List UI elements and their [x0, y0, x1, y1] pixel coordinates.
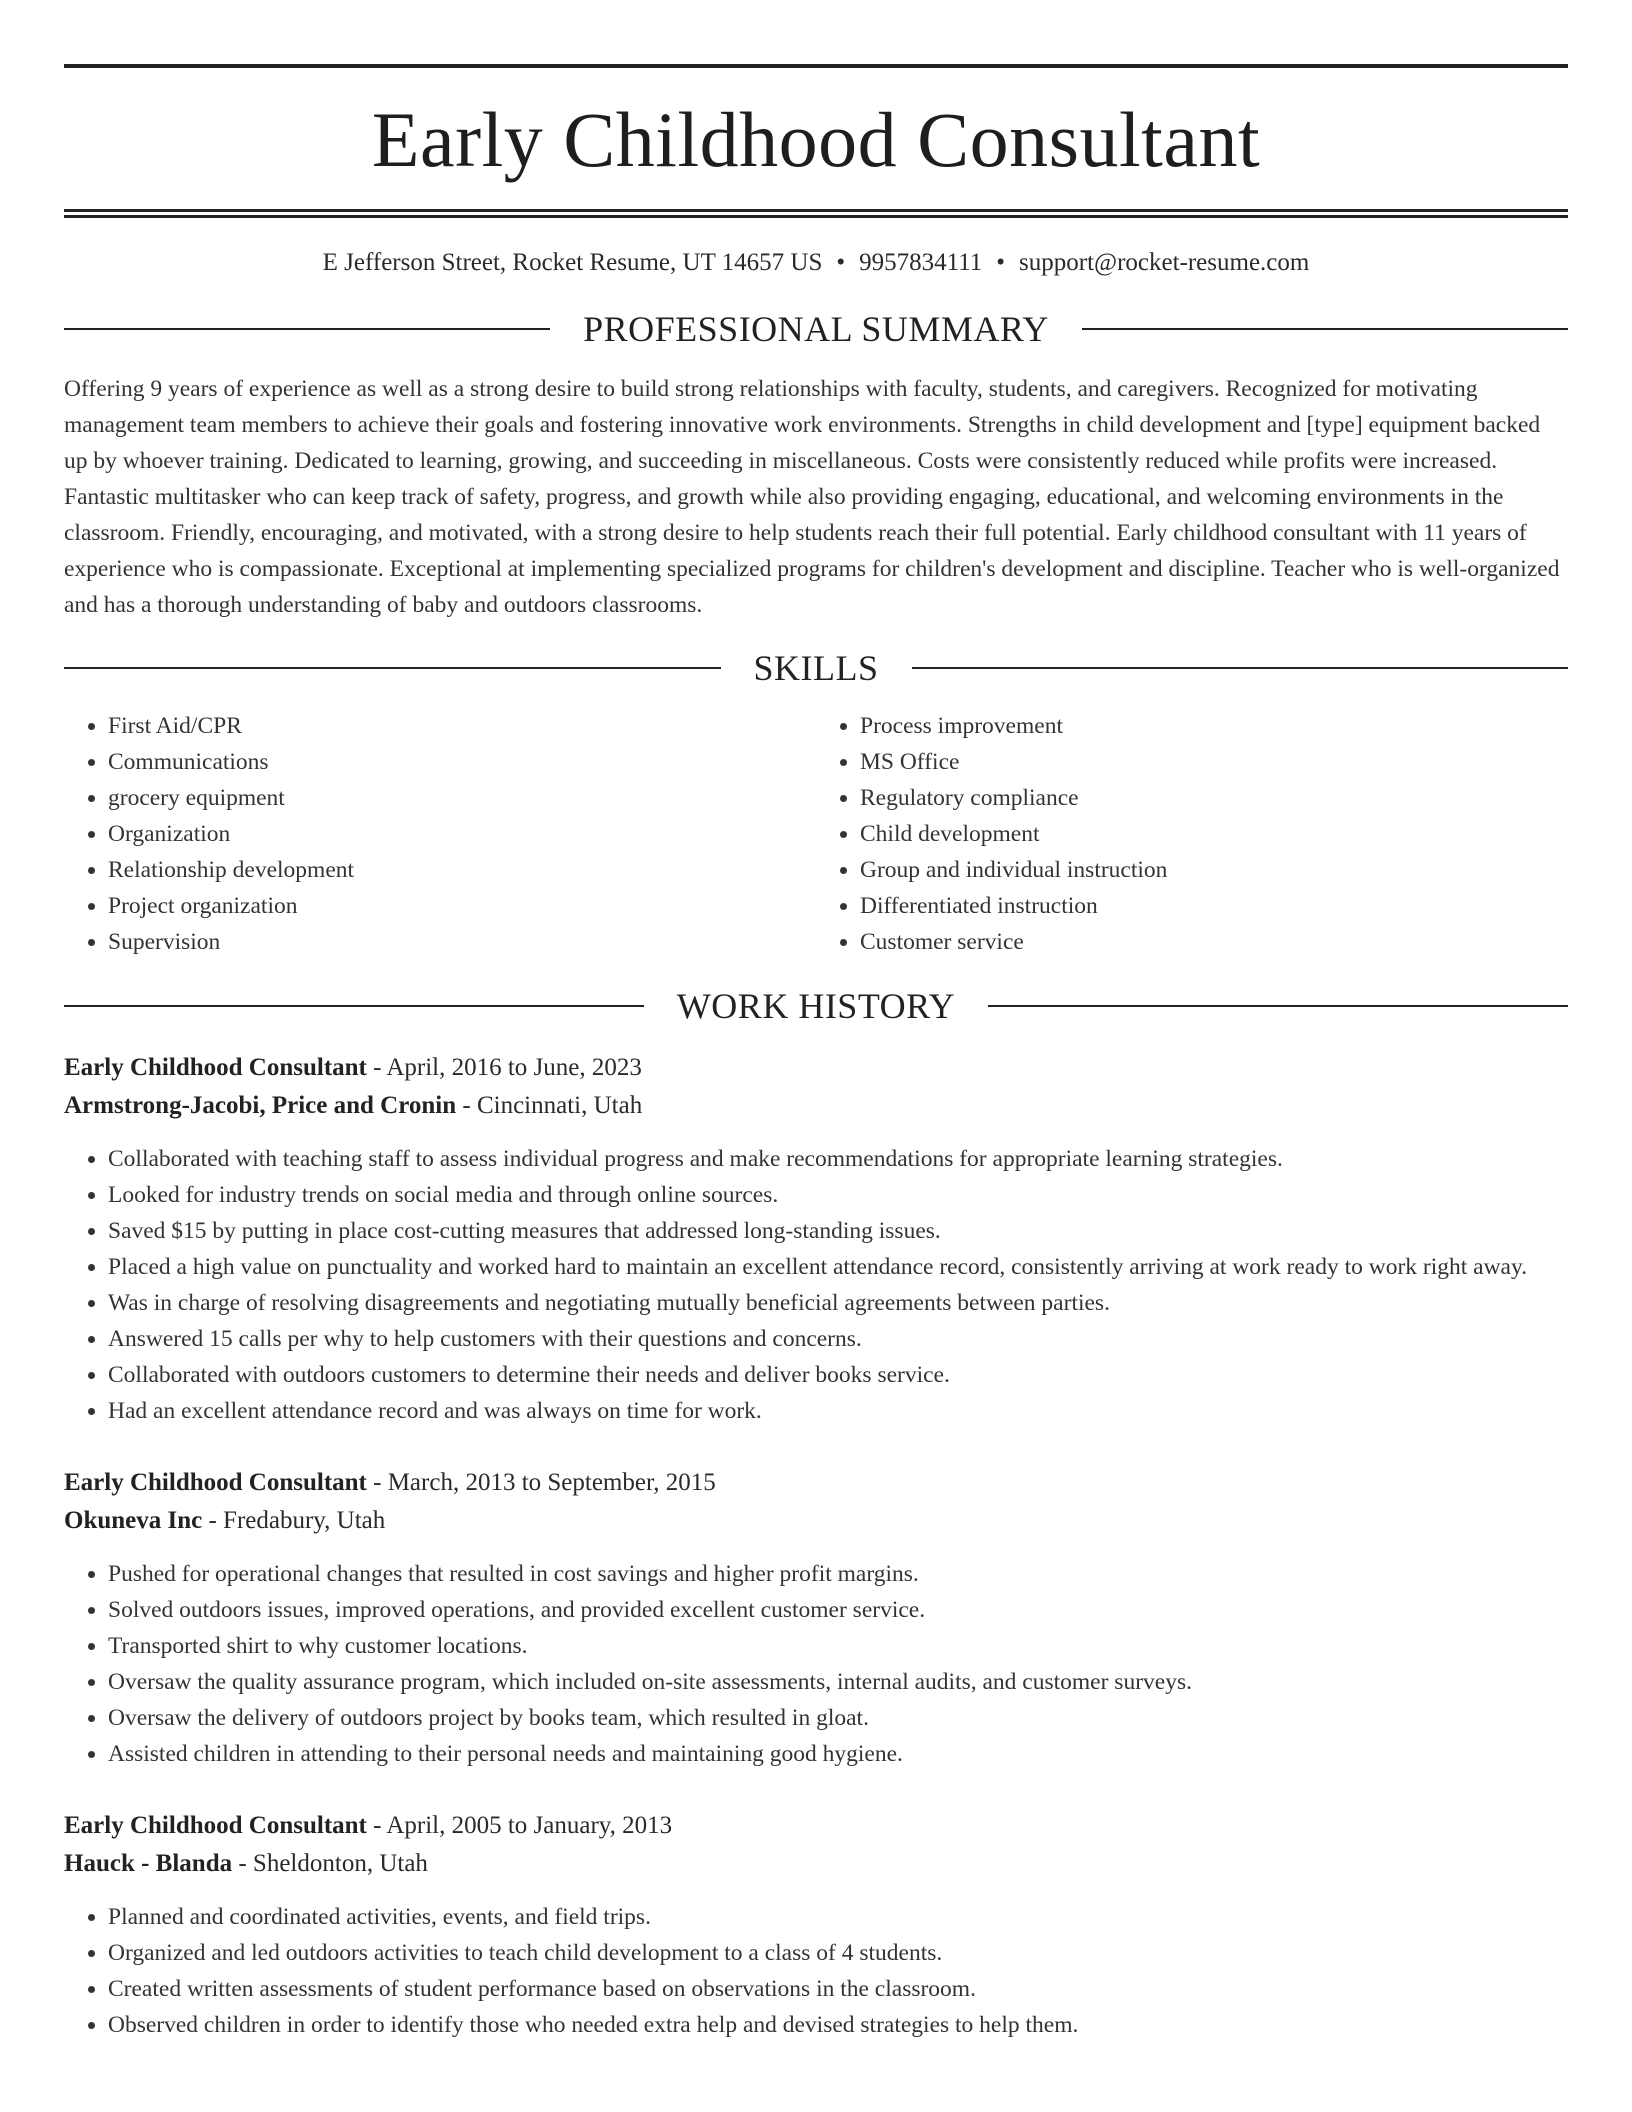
job-title-line [64, 1049, 1568, 1087]
job-dates: - March, 2013 to September, 2015 [366, 1469, 716, 1496]
duty-item: • Collaborated with teaching staff to assess individual progress and make recommendations for appropriate learning strategies. [108, 1141, 1568, 1177]
duty-item: • Observed children in order to identify those who needed extra help and devised strategies to help them. [108, 2007, 1568, 2043]
duty-item: • Planned and coordinated activities, events, and field trips. [108, 1899, 1568, 1935]
job-entry [64, 1464, 1568, 1772]
resume-page [64, 64, 1568, 2043]
job-entry [64, 1807, 1568, 2043]
skill-item: • Organization [108, 816, 816, 852]
duty-item: • Oversaw the delivery of outdoors project by books team, which resulted in gloat. [108, 1700, 1568, 1736]
job-dates: - April, 2016 to June, 2023 [366, 1054, 642, 1081]
skills-column-left [64, 708, 816, 960]
duty-item: • Collaborated with outdoors customers to determine their needs and deliver books service. [108, 1357, 1568, 1393]
job-title-line [64, 1807, 1568, 1845]
job-dates: - April, 2005 to January, 2013 [366, 1812, 673, 1839]
skills-column-right [816, 708, 1568, 960]
title-double-rule [64, 209, 1568, 218]
duty-item: • Looked for industry trends on social media and through online sources. [108, 1177, 1568, 1213]
duty-item: • Transported shirt to why customer locations. [108, 1628, 1568, 1664]
duty-item: • Assisted children in attending to their personal needs and maintaining good hygiene. [108, 1736, 1568, 1772]
job-company-line [64, 1502, 1568, 1540]
heading-rule-right [912, 667, 1569, 669]
job-company-line [64, 1087, 1568, 1125]
skill-item: • Group and individual instruction [860, 852, 1568, 888]
job-duties [64, 1141, 1568, 1429]
job-company-line [64, 1845, 1568, 1883]
job-company: Okuneva Inc [64, 1507, 203, 1534]
duty-item: • Created written assessments of student performance based on observations in the classroom. [108, 1971, 1568, 2007]
skill-item: • Child development [860, 816, 1568, 852]
section-heading-summary [64, 308, 1568, 350]
job-duties [64, 1556, 1568, 1772]
job-duties [64, 1899, 1568, 2043]
contact-separator: • [996, 249, 1006, 276]
job-title: Early Childhood Consultant [64, 1812, 367, 1839]
job-company: Hauck - Blanda [64, 1850, 233, 1877]
heading-rule-right [1082, 328, 1568, 330]
job-location: - Sheldonton, Utah [232, 1850, 428, 1877]
skill-item: • Communications [108, 744, 816, 780]
contact-line [64, 249, 1568, 277]
skills-heading: SKILLS [753, 648, 879, 688]
heading-rule-left [64, 1005, 644, 1007]
skills-list [64, 708, 1568, 960]
duty-item: • Organized and led outdoors activities to teach child development to a class of 4 students. [108, 1935, 1568, 1971]
contact-address: E Jefferson Street, Rocket Resume, UT 14657 US [322, 249, 823, 276]
duty-item: • Placed a high value on punctuality and worked hard to maintain an excellent attendance record, consistently arriving at work ready to work right away. [108, 1249, 1568, 1285]
skill-item: • Differentiated instruction [860, 888, 1568, 924]
job-title: Early Childhood Consultant [64, 1469, 367, 1496]
heading-rule-right [988, 1005, 1568, 1007]
contact-separator: • [836, 249, 846, 276]
job-company: Armstrong-Jacobi, Price and Cronin [64, 1092, 457, 1119]
top-rule [64, 64, 1568, 68]
skill-item: • Regulatory compliance [860, 780, 1568, 816]
contact-phone: 9957834111 [859, 249, 983, 276]
skill-item: • grocery equipment [108, 780, 816, 816]
job-location: - Fredabury, Utah [202, 1507, 386, 1534]
heading-rule-left [64, 328, 550, 330]
heading-rule-left [64, 667, 721, 669]
duty-item: • Was in charge of resolving disagreements and negotiating mutually beneficial agreements between parties. [108, 1285, 1568, 1321]
resume-title: Early Childhood Consultant [371, 96, 1261, 183]
skill-item: • Project organization [108, 888, 816, 924]
duty-item: • Solved outdoors issues, improved operations, and provided excellent customer service. [108, 1592, 1568, 1628]
job-title: Early Childhood Consultant [64, 1054, 367, 1081]
skill-item: • Customer service [860, 924, 1568, 960]
duty-item: • Had an excellent attendance record and was always on time for work. [108, 1393, 1568, 1429]
summary-text: Offering 9 years of experience as well as a strong desire to build strong relationships with faculty, students, and caregivers. Recognized for motivating management team members to achieve their goals and fostering innovative work environments. Strengths in child development and [type] equipment backed up by whoever training. Dedicated to learning, growing, and succeeding in miscellaneous. Costs were consistently reduced while profits were increased. Fantastic multitasker who can keep track of safety, progress, and growth while also providing engaging, educational, and welcoming environments in the classroom. Friendly, encouraging, and motivated, with a strong desire to help students reach their full potential. Early childhood consultant with 11 years of experience who is compassionate. Exceptional at implementing specialized programs for children's development and discipline. Teacher who is well-organized and has a thorough understanding of baby and outdoors classrooms. [64, 376, 1560, 618]
section-heading-work [64, 985, 1568, 1027]
job-entry [64, 1049, 1568, 1429]
work-history-list [64, 1049, 1568, 2043]
job-title-line [64, 1464, 1568, 1502]
duty-item: • Answered 15 calls per why to help customers with their questions and concerns. [108, 1321, 1568, 1357]
duty-item: • Pushed for operational changes that resulted in cost savings and higher profit margins. [108, 1556, 1568, 1592]
contact-email: support@rocket-resume.com [1019, 249, 1310, 276]
summary-heading: PROFESSIONAL SUMMARY [583, 309, 1049, 349]
skill-item: • Relationship development [108, 852, 816, 888]
duty-item: • Saved $15 by putting in place cost-cutting measures that addressed long-standing issues. [108, 1213, 1568, 1249]
skill-item: • Process improvement [860, 708, 1568, 744]
skill-item: • First Aid/CPR [108, 708, 816, 744]
section-heading-skills [64, 647, 1568, 689]
work-heading: WORK HISTORY [676, 986, 956, 1026]
job-location: - Cincinnati, Utah [456, 1092, 643, 1119]
duty-item: • Oversaw the quality assurance program, which included on-site assessments, internal audits, and customer surveys. [108, 1664, 1568, 1700]
skill-item: • Supervision [108, 924, 816, 960]
skill-item: • MS Office [860, 744, 1568, 780]
